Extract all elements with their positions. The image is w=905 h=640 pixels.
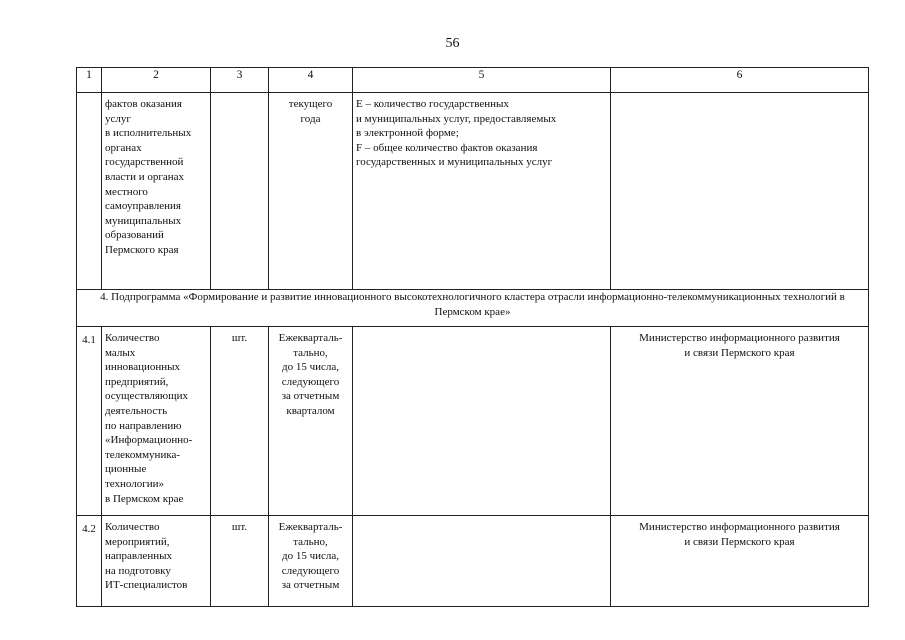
cell-num: 4.2 <box>77 516 102 607</box>
cell-num: 4.1 <box>77 327 102 516</box>
column-header-3: 3 <box>211 68 269 93</box>
cell-formula <box>353 516 611 607</box>
column-header-4: 4 <box>269 68 353 93</box>
cell-indicator: фактов оказания услуг в исполнительных органах государственной власти и органах местного самоуправления муниципальных образований Пермского края <box>102 93 211 290</box>
table-header-row <box>77 68 869 93</box>
column-header-1: 1 <box>77 68 102 93</box>
section-title: 4. Подпрограмма «Формирование и развитие инновационного высокотехнологичного кластера отрасли информационно-телекоммуникационных технологий в Пермском крае» <box>77 290 869 327</box>
cell-indicator: Количество мероприятий, направленных на подготовку ИТ-специалистов <box>102 516 211 607</box>
cell-responsible <box>611 93 869 290</box>
cell-unit: шт. <box>211 327 269 516</box>
cell-num <box>77 93 102 290</box>
table-row <box>77 93 869 290</box>
cell-formula <box>353 327 611 516</box>
table-row <box>77 327 869 516</box>
column-header-6: 6 <box>611 68 869 93</box>
cell-period: Ежекварталь- тально, до 15 числа, следующего за отчетным кварталом <box>269 327 353 516</box>
column-header-5: 5 <box>353 68 611 93</box>
cell-formula: E – количество государственных и муниципальных услуг, предоставляемых в электронной форме; F – общее количество фактов оказания государственных и муниципальных услуг <box>353 93 611 290</box>
column-header-2: 2 <box>102 68 211 93</box>
section-row <box>77 290 869 327</box>
indicators-table <box>76 67 869 607</box>
cell-period: текущего года <box>269 93 353 290</box>
cell-unit: шт. <box>211 516 269 607</box>
page-number: 56 <box>445 36 460 51</box>
cell-period: Ежекварталь- тально, до 15 числа, следующего за отчетным <box>269 516 353 607</box>
cell-unit <box>211 93 269 290</box>
cell-responsible: Министерство информационного развития и связи Пермского края <box>611 516 869 607</box>
cell-responsible: Министерство информационного развития и связи Пермского края <box>611 327 869 516</box>
cell-indicator: Количество малых инновационных предприятий, осуществляющих деятельность по направлению «Информационно- телекоммуника- ционные технологии» в Пермском крае <box>102 327 211 516</box>
table-row <box>77 516 869 607</box>
